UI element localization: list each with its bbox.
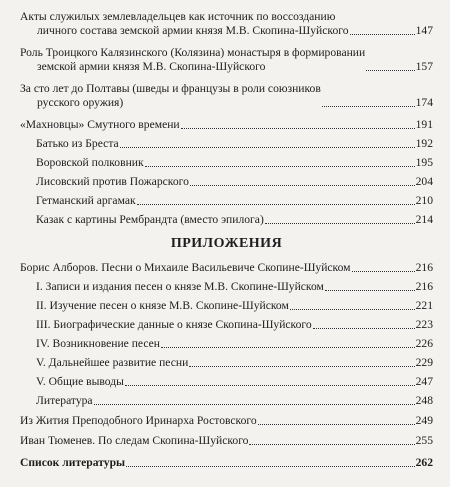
toc-subentry-title: II. Изучение песен о князе М.В. Скопине-Шуйском — [36, 299, 289, 312]
toc-entry-title-continued: личного состава земской армии князя М.В. Скопина-Шуйского — [37, 24, 349, 37]
toc-subentry-title: V. Общие выводы — [36, 375, 124, 388]
toc-subentry-title: III. Биографические данные о князе Скопина-Шуйского — [36, 318, 312, 331]
section-heading-appendices: ПРИЛОЖЕНИЯ — [170, 236, 283, 251]
toc-subentry-title: Гетманский аргамак — [36, 194, 136, 207]
toc-entry-title-continued: русского оружия) — [37, 96, 124, 109]
toc-entry — [20, 82, 433, 110]
toc-entry-title: Борис Алборов. Песни о Михаиле Васильевиче Скопине-Шуйском — [20, 261, 351, 274]
toc-page-number: 216 — [415, 261, 433, 274]
dot-leader — [290, 308, 415, 310]
dot-leader — [161, 346, 415, 348]
toc-page-number: 191 — [415, 118, 433, 131]
toc-entry-title-continued: земской армии князя М.В. Скопина-Шуйского — [37, 60, 266, 73]
toc-entry — [20, 10, 433, 38]
toc-page-number: 229 — [415, 356, 433, 369]
toc-page-number: 192 — [415, 137, 433, 150]
toc-subentry-title: IV. Возникновение песен — [36, 337, 160, 350]
toc-subentry — [20, 156, 433, 170]
dot-leader — [350, 33, 415, 35]
toc-subentry-title: Воровской полковник — [36, 156, 144, 169]
toc-page-number: 262 — [415, 456, 433, 469]
dot-leader — [181, 127, 415, 129]
toc-subentry — [20, 299, 433, 313]
toc-page-number: 210 — [415, 194, 433, 207]
toc-subentry-title: I. Записи и издания песен о князе М.В. Скопине-Шуйском — [36, 280, 324, 293]
toc-subentry-title: Казак с картины Рембрандта (вместо эпилога) — [36, 213, 264, 226]
toc-subentry-title: Батько из Бреста — [36, 137, 119, 150]
dot-leader — [190, 184, 415, 186]
toc-page-number: 174 — [415, 96, 433, 109]
dot-leader — [145, 165, 415, 167]
toc-subentry — [20, 337, 433, 351]
toc-entry — [20, 118, 433, 132]
toc-entry — [20, 434, 433, 448]
dot-leader — [322, 105, 415, 107]
toc-page-number: 204 — [415, 175, 433, 188]
dot-leader — [352, 270, 415, 272]
toc-entry-title: За сто лет до Полтавы (шведы и французы в роли союзников — [20, 82, 321, 95]
dot-leader — [258, 423, 415, 425]
toc-page-number: 221 — [415, 299, 433, 312]
dot-leader — [265, 222, 415, 224]
toc-entry-title: Акты служилых землевладельцев как источник по воссозданию — [20, 10, 336, 23]
dot-leader — [366, 69, 414, 71]
dot-leader — [249, 443, 414, 445]
dot-leader — [126, 465, 415, 467]
dot-leader — [125, 384, 415, 386]
toc-subentry — [20, 194, 433, 208]
toc-page-number: 214 — [415, 213, 433, 226]
toc-page-number: 249 — [415, 414, 433, 427]
toc-entry — [20, 414, 433, 428]
toc-entry-title: Из Жития Преподобного Иринарха Ростовского — [20, 414, 257, 427]
toc-subentry-title: Литература — [36, 394, 93, 407]
toc-subentry — [20, 137, 433, 151]
toc-subentry — [20, 394, 433, 408]
toc-page-number: 216 — [415, 280, 433, 293]
toc-entry-title: Иван Тюменев. По следам Скопина-Шуйского — [20, 434, 249, 447]
toc-subentry — [20, 375, 433, 389]
toc-entry-title: Список литературы — [20, 456, 126, 469]
toc-entry — [20, 46, 433, 74]
toc-subentry — [20, 280, 433, 294]
toc-subentry — [20, 318, 433, 332]
dot-leader — [313, 327, 415, 329]
toc-page-number: 255 — [415, 434, 433, 447]
dot-leader — [137, 203, 415, 205]
toc-subentry-title: Лисовский против Пожарского — [36, 175, 189, 188]
dot-leader — [120, 146, 415, 148]
toc-entry-bibliography — [20, 456, 433, 470]
toc-subentry — [20, 175, 433, 189]
toc-subentry — [20, 356, 433, 370]
dot-leader — [94, 403, 415, 405]
toc-subentry-title: V. Дальнейшее развитие песни — [36, 356, 189, 369]
toc-entry-title: Роль Троицкого Калязинского (Колязина) монастыря в формировании — [20, 46, 366, 59]
toc-page-number: 157 — [415, 60, 433, 73]
toc-entry — [20, 261, 433, 275]
toc-page-number: 226 — [415, 337, 433, 350]
toc-page-number: 248 — [415, 394, 433, 407]
dot-leader — [189, 365, 414, 367]
dot-leader — [325, 289, 415, 291]
toc-entry-title: «Махновцы» Смутного времени — [20, 118, 180, 131]
toc-page-number: 195 — [415, 156, 433, 169]
toc-page-number: 223 — [415, 318, 433, 331]
toc-page-number: 247 — [415, 375, 433, 388]
toc-subentry — [20, 213, 433, 227]
toc-page-number: 147 — [415, 24, 433, 37]
